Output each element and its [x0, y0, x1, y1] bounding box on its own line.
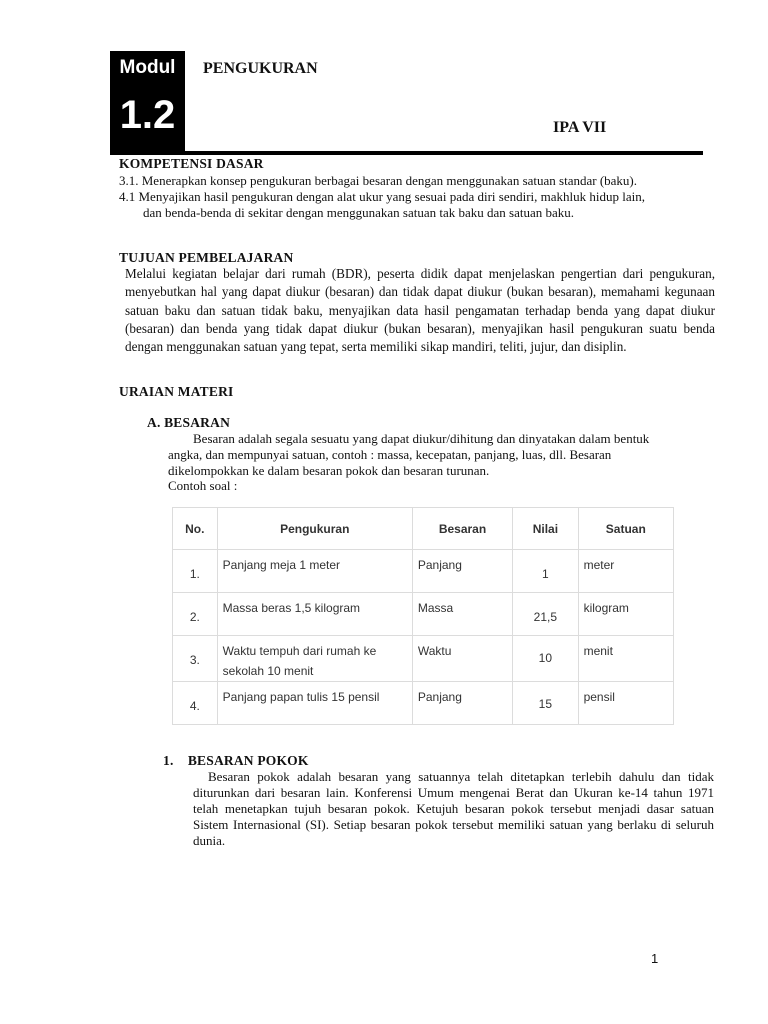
- table-row: [173, 550, 674, 593]
- section-a-line: angka, dan mempunyai satuan, contoh : massa, kecepatan, panjang, luas, dll. Besaran: [168, 447, 612, 462]
- row-pengukuran: Panjang papan tulis 15 pensil: [222, 690, 380, 704]
- row-pengukuran: Waktu tempuh dari rumah ke sekolah 10 menit: [222, 644, 377, 678]
- kompetensi-line: 4.1 Menyajikan hasil pengukuran dengan alat ukur yang sesuai pada diri sendiri, makhluk hidup lain,: [119, 189, 646, 204]
- module-number: 1.2: [119, 93, 176, 137]
- section-a-line: Besaran adalah segala sesuatu yang dapat diukur/dihitung dan dinyatakan dalam bentuk: [193, 431, 650, 446]
- section-a-title: A. BESARAN: [147, 415, 231, 430]
- row-number: 2.: [189, 610, 200, 624]
- row-nilai: 1: [542, 567, 549, 581]
- uraian-heading: URAIAN MATERI: [119, 384, 234, 399]
- row-number: 1.: [189, 567, 200, 581]
- table-row: [173, 682, 674, 725]
- column-header: Pengukuran: [217, 508, 412, 550]
- document-subject: IPA VII: [553, 119, 607, 136]
- row-satuan: menit: [583, 644, 613, 658]
- row-number: 4.: [189, 699, 200, 713]
- row-satuan: meter: [583, 558, 615, 572]
- row-nilai: 10: [538, 651, 553, 665]
- kompetensi-line: dan benda-benda di sekitar dengan menggunakan satuan tak baku dan satuan baku.: [143, 205, 575, 220]
- table-header-row: [173, 508, 674, 550]
- section-1-title: 1. BESARAN POKOK: [163, 753, 309, 768]
- row-besaran: Panjang: [417, 558, 462, 572]
- column-header: Satuan: [578, 508, 673, 550]
- table-row: [173, 636, 674, 682]
- document-title: PENGUKURAN: [203, 60, 318, 77]
- tujuan-paragraph: Melalui kegiatan belajar dari rumah (BDR), peserta didik dapat menjelaskan pengertian dari pengukuran, menyebutkan hal yang dapat diukur (besaran) dan tidak dapat diukur (bukan besaran), memahami kegunaan satuan baku dan satuan tidak baku, menyajikan data hasil pengamatan terhadap benda yang dapat diukur (besaran) dan benda yang tidak dapat diukur (bukan besaran), menyajikan hasil pengukuran suatu benda dengan menggunakan satuan yang tepat, serta memiliki sikap mandiri, teliti, jujur, dan disiplin.: [125, 266, 715, 355]
- row-nilai: 15: [538, 697, 553, 711]
- section-1-paragraph: Besaran pokok adalah besaran yang satuannya telah ditetapkan terlebih dahulu dan tidak diturunkan dari besaran lain. Konferensi Umum mengenai Berat dan Ukuran ke-14 tahun 1971 telah menetapkan tujuh besaran pokok. Ketujuh besaran pokok tersebut menjadi dasar satuan Sistem Internasional (SI). Setiap besaran pokok tersebut memiliki satuan yang berlaku di seluruh dunia.: [193, 769, 714, 848]
- module-label: Modul: [119, 57, 176, 78]
- row-besaran: Panjang: [417, 690, 462, 704]
- header-divider: [110, 151, 703, 155]
- column-header: Nilai: [513, 508, 578, 550]
- column-header: Besaran: [412, 508, 512, 550]
- row-satuan: kilogram: [583, 601, 629, 615]
- tujuan-heading: TUJUAN PEMBELAJARAN: [119, 250, 294, 265]
- row-pengukuran: Massa beras 1,5 kilogram: [222, 601, 361, 615]
- kompetensi-heading: KOMPETENSI DASAR: [119, 156, 264, 171]
- table-row: [173, 593, 674, 636]
- row-nilai: 21,5: [533, 610, 558, 624]
- page-number: 1: [651, 951, 659, 966]
- column-header: No.: [173, 508, 218, 550]
- module-badge: [110, 51, 185, 152]
- row-pengukuran: Panjang meja 1 meter: [222, 558, 341, 572]
- example-table: [172, 507, 674, 725]
- row-number: 3.: [189, 653, 200, 667]
- row-besaran: Waktu: [417, 644, 452, 658]
- section-a-line: Contoh soal :: [168, 478, 238, 493]
- row-satuan: pensil: [583, 690, 615, 704]
- section-a-line: dikelompokkan ke dalam besaran pokok dan besaran turunan.: [168, 463, 490, 478]
- row-besaran: Massa: [417, 601, 454, 615]
- kompetensi-line: 3.1. Menerapkan konsep pengukuran berbagai besaran dengan menggunakan satuan standar (baku).: [119, 173, 638, 188]
